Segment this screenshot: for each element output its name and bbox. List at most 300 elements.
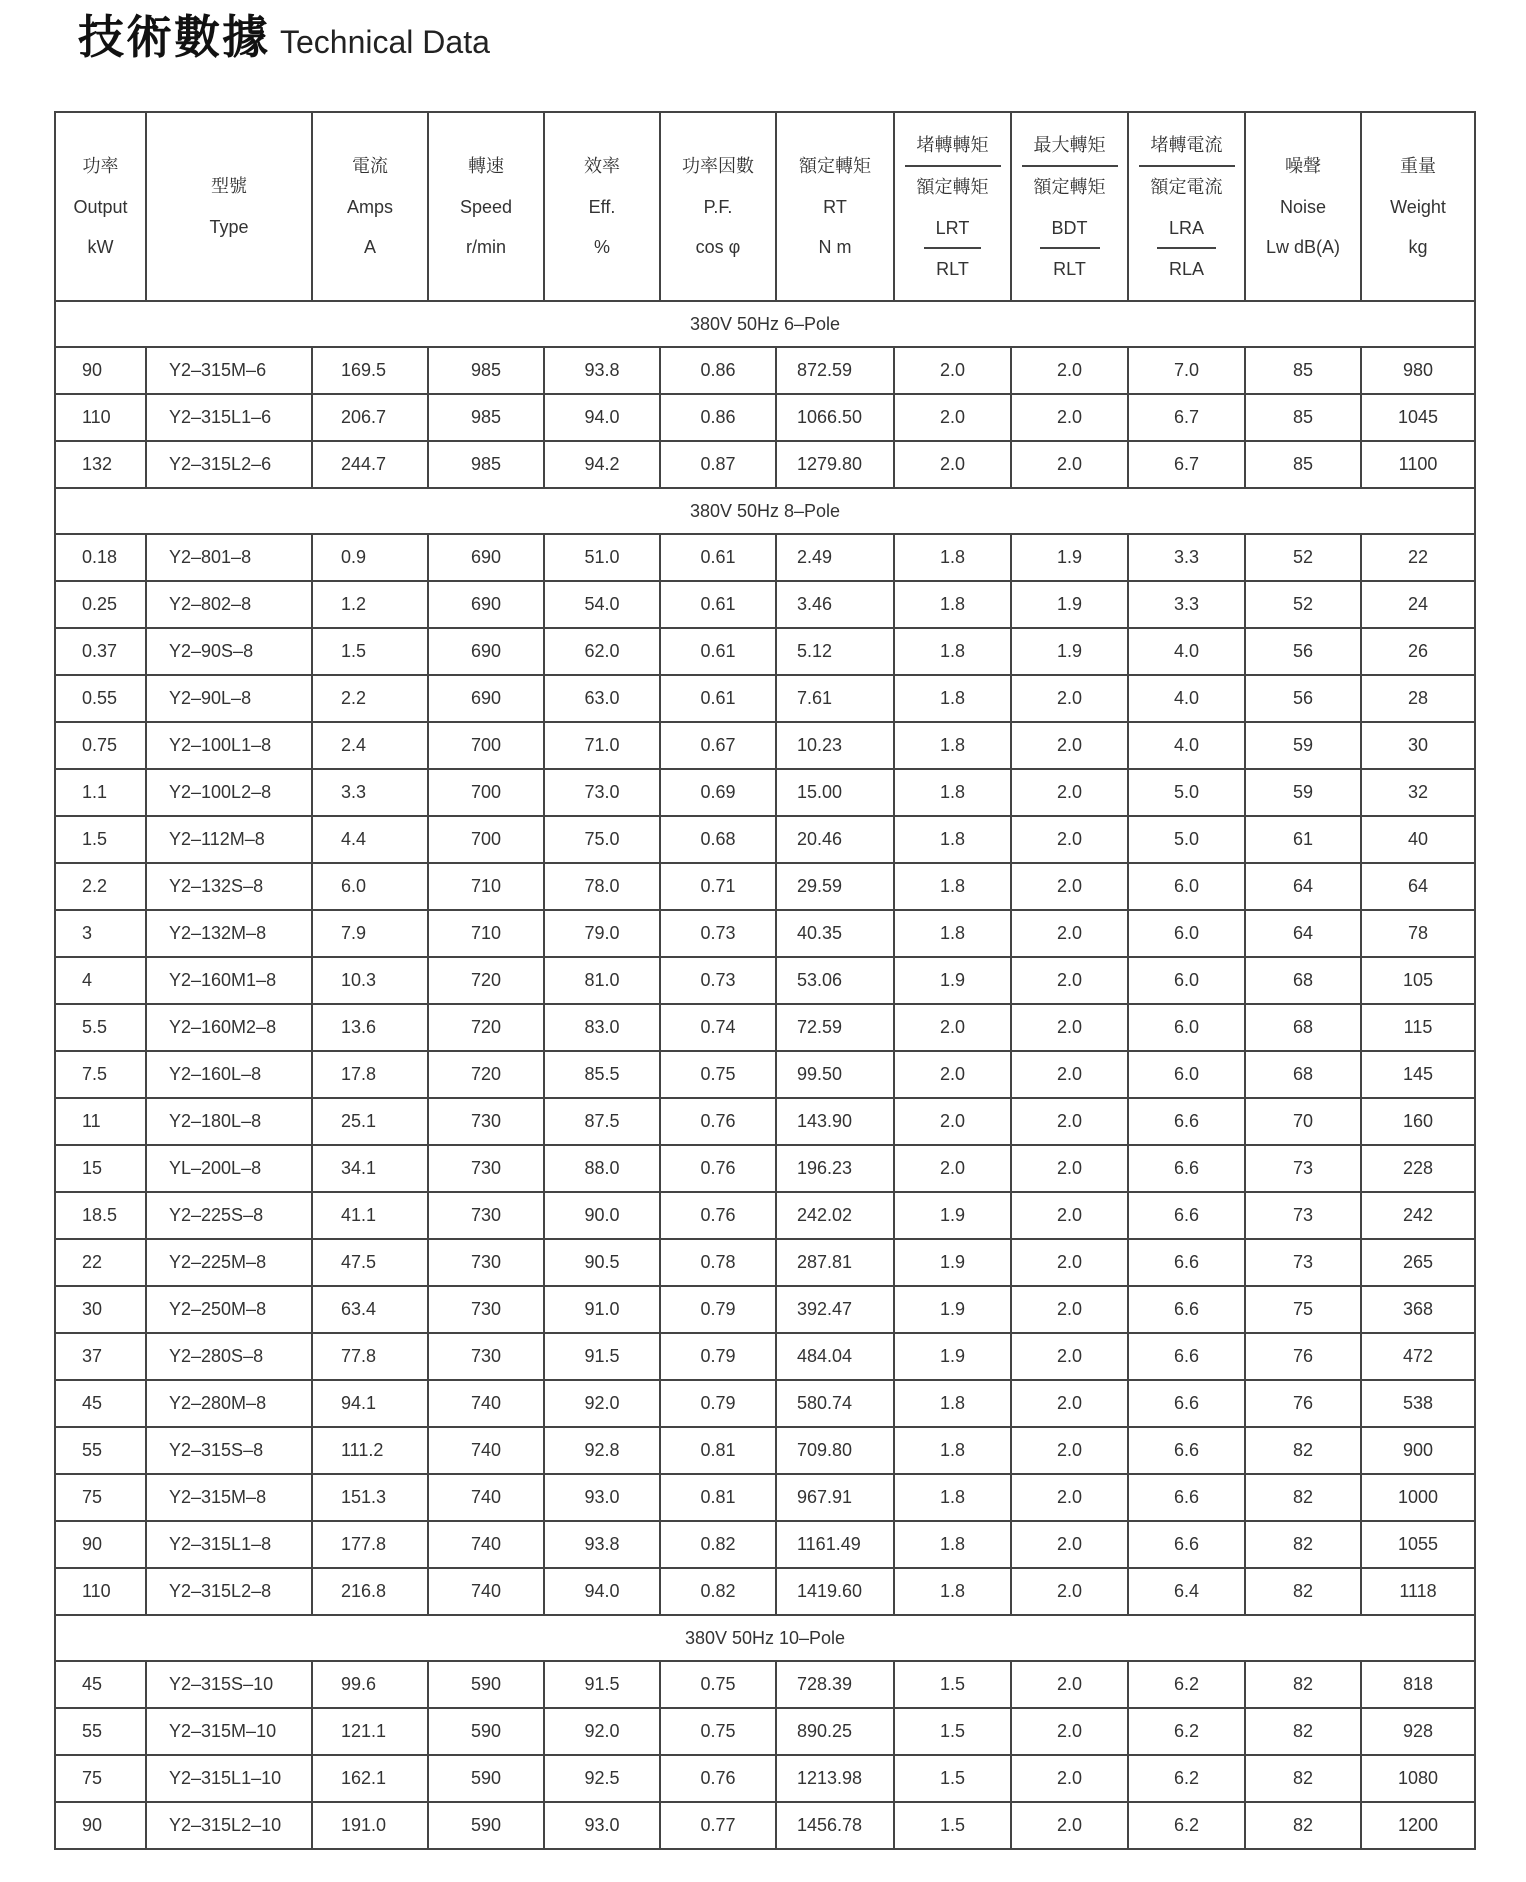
column-header-line: % xyxy=(593,237,610,257)
table-cell: 872.59 xyxy=(776,347,894,394)
table-cell: 13.6 xyxy=(312,1004,428,1051)
table-cell: 88.0 xyxy=(544,1145,660,1192)
table-cell: 0.79 xyxy=(660,1286,776,1333)
table-cell: 2.0 xyxy=(1011,722,1128,769)
table-cell: 132 xyxy=(55,441,146,488)
table-cell: 3.3 xyxy=(312,769,428,816)
table-cell: 115 xyxy=(1361,1004,1475,1051)
table-cell: 24 xyxy=(1361,581,1475,628)
table-cell: 34.1 xyxy=(312,1145,428,1192)
table-cell: 56 xyxy=(1245,675,1361,722)
table-cell: 82 xyxy=(1245,1708,1361,1755)
table-cell: 2.0 xyxy=(1011,1661,1128,1708)
table-cell: 2.0 xyxy=(1011,1333,1128,1380)
table-cell: 71.0 xyxy=(544,722,660,769)
table-cell: Y2–315L1–10 xyxy=(146,1755,312,1802)
table-cell: 1.9 xyxy=(1011,628,1128,675)
column-header-line: Weight xyxy=(1390,197,1446,217)
column-header-line: 電流 xyxy=(352,156,388,177)
table-cell: 0.61 xyxy=(660,534,776,581)
column-header-frac-mid: 額定轉矩 xyxy=(1033,176,1106,198)
table-cell: 1045 xyxy=(1361,394,1475,441)
table-cell: 472 xyxy=(1361,1333,1475,1380)
table-cell: 0.76 xyxy=(660,1145,776,1192)
table-cell: 59 xyxy=(1245,769,1361,816)
table-cell: 37 xyxy=(55,1333,146,1380)
table-cell: 30 xyxy=(55,1286,146,1333)
table-cell: 720 xyxy=(428,957,544,1004)
table-cell: 6.6 xyxy=(1128,1145,1245,1192)
title-chinese: 技術數據 xyxy=(78,10,270,64)
table-cell: 580.74 xyxy=(776,1380,894,1427)
table-row xyxy=(55,1427,1475,1474)
column-header-frac-num: LRT xyxy=(924,209,982,249)
table-cell: Y2–280M–8 xyxy=(146,1380,312,1427)
table-cell: 20.46 xyxy=(776,816,894,863)
table-cell: 73 xyxy=(1245,1192,1361,1239)
table-cell: 85 xyxy=(1245,441,1361,488)
table-cell: 75 xyxy=(55,1474,146,1521)
table-cell: 538 xyxy=(1361,1380,1475,1427)
table-cell: 690 xyxy=(428,581,544,628)
table-cell: 30 xyxy=(1361,722,1475,769)
table-cell: 82 xyxy=(1245,1427,1361,1474)
table-cell: Y2–315L2–8 xyxy=(146,1568,312,1615)
table-cell: 92.5 xyxy=(544,1755,660,1802)
table-cell: Y2–315S–10 xyxy=(146,1661,312,1708)
table-cell: Y2–801–8 xyxy=(146,534,312,581)
table-cell: 81.0 xyxy=(544,957,660,1004)
column-header xyxy=(146,112,312,301)
section-header-row xyxy=(55,301,1475,347)
table-row xyxy=(55,1286,1475,1333)
table-cell: 1.9 xyxy=(1011,534,1128,581)
table-row xyxy=(55,1239,1475,1286)
table-cell: 1118 xyxy=(1361,1568,1475,1615)
technical-data-table xyxy=(54,111,1476,1850)
table-cell: 980 xyxy=(1361,347,1475,394)
column-header-frac-num: BDT xyxy=(1040,209,1100,249)
table-cell: 11 xyxy=(55,1098,146,1145)
table-cell: 3.3 xyxy=(1128,581,1245,628)
table-cell: 1456.78 xyxy=(776,1802,894,1849)
table-cell: 56 xyxy=(1245,628,1361,675)
table-cell: 0.81 xyxy=(660,1474,776,1521)
table-cell: 242.02 xyxy=(776,1192,894,1239)
table-cell: 740 xyxy=(428,1568,544,1615)
table-cell: 82 xyxy=(1245,1568,1361,1615)
table-cell: 730 xyxy=(428,1239,544,1286)
table-cell: 1.5 xyxy=(894,1755,1011,1802)
table-cell: 730 xyxy=(428,1145,544,1192)
table-cell: Y2–225S–8 xyxy=(146,1192,312,1239)
table-cell: 740 xyxy=(428,1521,544,1568)
table-cell: 0.25 xyxy=(55,581,146,628)
table-cell: Y2–100L2–8 xyxy=(146,769,312,816)
table-cell: 2.0 xyxy=(1011,957,1128,1004)
section-header-row xyxy=(55,1615,1475,1661)
table-cell: 6.4 xyxy=(1128,1568,1245,1615)
table-cell: Y2–315S–8 xyxy=(146,1427,312,1474)
table-cell: 90.0 xyxy=(544,1192,660,1239)
table-cell: 6.6 xyxy=(1128,1192,1245,1239)
table-cell: 73 xyxy=(1245,1145,1361,1192)
table-cell: 82 xyxy=(1245,1755,1361,1802)
table-cell: 15.00 xyxy=(776,769,894,816)
table-cell: 2.0 xyxy=(894,1051,1011,1098)
table-cell: 91.0 xyxy=(544,1286,660,1333)
table-cell: 17.8 xyxy=(312,1051,428,1098)
table-cell: 160 xyxy=(1361,1098,1475,1145)
table-row xyxy=(55,1004,1475,1051)
table-cell: 2.0 xyxy=(1011,863,1128,910)
column-header-frac-top: 最大轉矩 xyxy=(1022,127,1118,167)
table-cell: 0.61 xyxy=(660,581,776,628)
table-cell: 90 xyxy=(55,1802,146,1849)
table-cell: 928 xyxy=(1361,1708,1475,1755)
table-cell: 90.5 xyxy=(544,1239,660,1286)
table-cell: 1066.50 xyxy=(776,394,894,441)
table-cell: 740 xyxy=(428,1380,544,1427)
table-cell: Y2–280S–8 xyxy=(146,1333,312,1380)
table-cell: Y2–180L–8 xyxy=(146,1098,312,1145)
table-cell: 0.18 xyxy=(55,534,146,581)
table-cell: 62.0 xyxy=(544,628,660,675)
table-cell: Y2–132S–8 xyxy=(146,863,312,910)
table-row xyxy=(55,347,1475,394)
table-cell: 1.8 xyxy=(894,1427,1011,1474)
table-cell: 0.75 xyxy=(55,722,146,769)
column-header-line: Amps xyxy=(346,197,393,217)
table-cell: 6.6 xyxy=(1128,1333,1245,1380)
table-cell: 6.0 xyxy=(312,863,428,910)
column-header-line: 效率 xyxy=(584,156,620,177)
table-cell: 4.4 xyxy=(312,816,428,863)
table-cell: 52 xyxy=(1245,534,1361,581)
table-cell: 93.8 xyxy=(544,1521,660,1568)
table-cell: 720 xyxy=(428,1051,544,1098)
table-row xyxy=(55,628,1475,675)
table-cell: 2.0 xyxy=(894,1004,1011,1051)
table-cell: 2.0 xyxy=(1011,816,1128,863)
table-cell: 52 xyxy=(1245,581,1361,628)
table-cell: 63.0 xyxy=(544,675,660,722)
table-row xyxy=(55,1051,1475,1098)
table-cell: 2.0 xyxy=(1011,1192,1128,1239)
column-header-frac-den: RLA xyxy=(1168,258,1204,279)
table-cell: 2.0 xyxy=(1011,1239,1128,1286)
table-cell: 70 xyxy=(1245,1098,1361,1145)
table-cell: 242 xyxy=(1361,1192,1475,1239)
table-cell: 1161.49 xyxy=(776,1521,894,1568)
table-cell: 94.0 xyxy=(544,1568,660,1615)
table-cell: 690 xyxy=(428,628,544,675)
column-header-frac-den: RLT xyxy=(1053,258,1086,279)
column-header-frac-den: RLT xyxy=(936,258,969,279)
table-cell: 6.2 xyxy=(1128,1708,1245,1755)
table-cell: 4.0 xyxy=(1128,675,1245,722)
table-row xyxy=(55,1708,1475,1755)
table-cell: 63.4 xyxy=(312,1286,428,1333)
table-cell: 1.8 xyxy=(894,1380,1011,1427)
table-cell: 0.79 xyxy=(660,1380,776,1427)
table-cell: 690 xyxy=(428,675,544,722)
table-cell: Y2–315L2–6 xyxy=(146,441,312,488)
table-cell: 1.8 xyxy=(894,722,1011,769)
table-cell: 6.0 xyxy=(1128,910,1245,957)
table-cell: 0.67 xyxy=(660,722,776,769)
column-header-line: kW xyxy=(87,237,114,257)
table-cell: 6.7 xyxy=(1128,394,1245,441)
table-cell: 709.80 xyxy=(776,1427,894,1474)
table-cell: 59 xyxy=(1245,722,1361,769)
table-cell: 75.0 xyxy=(544,816,660,863)
section-header-row xyxy=(55,488,1475,534)
table-cell: 90 xyxy=(55,1521,146,1568)
table-cell: 1.9 xyxy=(894,1286,1011,1333)
table-cell: 590 xyxy=(428,1802,544,1849)
column-header-line: r/min xyxy=(466,237,506,257)
table-cell: 730 xyxy=(428,1333,544,1380)
table-cell: 64 xyxy=(1245,863,1361,910)
table-cell: 196.23 xyxy=(776,1145,894,1192)
table-cell: 0.87 xyxy=(660,441,776,488)
table-cell: 2.0 xyxy=(1011,769,1128,816)
table-cell: 1.8 xyxy=(894,581,1011,628)
table-row xyxy=(55,1755,1475,1802)
table-cell: 1213.98 xyxy=(776,1755,894,1802)
section-label: 380V 50Hz 8–Pole xyxy=(55,488,1475,534)
column-header-frac-num: LRA xyxy=(1157,209,1216,249)
table-cell: 2.0 xyxy=(1011,441,1128,488)
table-cell: 68 xyxy=(1245,957,1361,1004)
table-cell: 145 xyxy=(1361,1051,1475,1098)
table-cell: 1.8 xyxy=(894,1521,1011,1568)
table-cell: Y2–315M–6 xyxy=(146,347,312,394)
column-header-line: Type xyxy=(209,217,249,237)
table-cell: 6.2 xyxy=(1128,1802,1245,1849)
table-cell: 26 xyxy=(1361,628,1475,675)
table-cell: 710 xyxy=(428,910,544,957)
table-row xyxy=(55,1380,1475,1427)
table-cell: 0.74 xyxy=(660,1004,776,1051)
table-cell: 2.0 xyxy=(1011,1427,1128,1474)
column-header-line: 功率因數 xyxy=(682,156,754,177)
table-cell: 2.0 xyxy=(894,441,1011,488)
column-header xyxy=(894,112,1011,301)
table-cell: 191.0 xyxy=(312,1802,428,1849)
table-cell: 1.9 xyxy=(1011,581,1128,628)
table-cell: 7.0 xyxy=(1128,347,1245,394)
table-cell: 93.0 xyxy=(544,1802,660,1849)
table-cell: 1.8 xyxy=(894,769,1011,816)
table-cell: 3 xyxy=(55,910,146,957)
table-cell: 0.37 xyxy=(55,628,146,675)
table-row xyxy=(55,910,1475,957)
table-cell: 1.8 xyxy=(894,675,1011,722)
table-cell: 2.49 xyxy=(776,534,894,581)
table-cell: 0.69 xyxy=(660,769,776,816)
table-cell: 720 xyxy=(428,1004,544,1051)
column-header-line: 重量 xyxy=(1400,156,1436,177)
column-header xyxy=(1011,112,1128,301)
table-cell: 0.73 xyxy=(660,910,776,957)
table-cell: 1.8 xyxy=(894,1474,1011,1521)
table-cell: 68 xyxy=(1245,1004,1361,1051)
table-cell: Y2–250M–8 xyxy=(146,1286,312,1333)
table-cell: 22 xyxy=(1361,534,1475,581)
table-cell: 91.5 xyxy=(544,1333,660,1380)
table-cell: 10.23 xyxy=(776,722,894,769)
table-cell: 151.3 xyxy=(312,1474,428,1521)
table-cell: 730 xyxy=(428,1286,544,1333)
table-cell: 730 xyxy=(428,1098,544,1145)
title-english: Technical Data xyxy=(280,24,490,60)
table-cell: 0.71 xyxy=(660,863,776,910)
table-cell: 0.68 xyxy=(660,816,776,863)
table-row xyxy=(55,1568,1475,1615)
table-cell: 1.8 xyxy=(894,910,1011,957)
table-cell: 5.0 xyxy=(1128,816,1245,863)
table-row xyxy=(55,769,1475,816)
column-header-line: Speed xyxy=(459,197,513,217)
table-cell: Y2–160L–8 xyxy=(146,1051,312,1098)
table-cell: 2.0 xyxy=(1011,1286,1128,1333)
table-cell: 6.2 xyxy=(1128,1661,1245,1708)
column-header xyxy=(776,112,894,301)
table-cell: 0.82 xyxy=(660,1521,776,1568)
column-header-line: cos φ xyxy=(695,237,741,257)
table-cell: 2.0 xyxy=(1011,1004,1128,1051)
table-cell: 1000 xyxy=(1361,1474,1475,1521)
table-cell: 4 xyxy=(55,957,146,1004)
table-cell: 7.61 xyxy=(776,675,894,722)
section-label: 380V 50Hz 10–Pole xyxy=(55,1615,1475,1661)
table-cell: 54.0 xyxy=(544,581,660,628)
column-header-line: A xyxy=(363,237,376,257)
table-cell: 900 xyxy=(1361,1427,1475,1474)
table-cell: 2.0 xyxy=(1011,1568,1128,1615)
table-cell: 76 xyxy=(1245,1380,1361,1427)
table-cell: 967.91 xyxy=(776,1474,894,1521)
table-cell: 1100 xyxy=(1361,441,1475,488)
table-cell: 2.0 xyxy=(1011,394,1128,441)
table-cell: 28 xyxy=(1361,675,1475,722)
table-cell: Y2–160M2–8 xyxy=(146,1004,312,1051)
table-cell: 2.0 xyxy=(1011,1755,1128,1802)
table-cell: 1.2 xyxy=(312,581,428,628)
table-cell: 10.3 xyxy=(312,957,428,1004)
table-cell: 75 xyxy=(55,1755,146,1802)
table-cell: 590 xyxy=(428,1755,544,1802)
table-cell: 206.7 xyxy=(312,394,428,441)
table-cell: 2.0 xyxy=(1011,347,1128,394)
table-cell: Y2–315L2–10 xyxy=(146,1802,312,1849)
table-cell: 45 xyxy=(55,1380,146,1427)
table-cell: 78.0 xyxy=(544,863,660,910)
table-cell: 2.0 xyxy=(1011,675,1128,722)
table-row xyxy=(55,675,1475,722)
table-cell: 93.8 xyxy=(544,347,660,394)
table-cell: 1055 xyxy=(1361,1521,1475,1568)
table-cell: 0.76 xyxy=(660,1755,776,1802)
column-header-line: N m xyxy=(818,237,852,257)
table-cell: 0.79 xyxy=(660,1333,776,1380)
table-row xyxy=(55,816,1475,863)
table-cell: 6.6 xyxy=(1128,1521,1245,1568)
table-cell: 6.2 xyxy=(1128,1755,1245,1802)
table-cell: 82 xyxy=(1245,1802,1361,1849)
table-cell: 6.6 xyxy=(1128,1427,1245,1474)
table-cell: 1.9 xyxy=(894,1333,1011,1380)
table-row xyxy=(55,1802,1475,1849)
table-cell: 2.0 xyxy=(894,1098,1011,1145)
table-row xyxy=(55,722,1475,769)
table-cell: 1.8 xyxy=(894,816,1011,863)
table-cell: 1.5 xyxy=(894,1661,1011,1708)
table-cell: 2.0 xyxy=(1011,1051,1128,1098)
table-cell: 3.3 xyxy=(1128,534,1245,581)
table-cell: 3.46 xyxy=(776,581,894,628)
table-cell: 818 xyxy=(1361,1661,1475,1708)
table-row xyxy=(55,1474,1475,1521)
table-cell: 6.0 xyxy=(1128,957,1245,1004)
table-cell: 5.5 xyxy=(55,1004,146,1051)
table-cell: 61 xyxy=(1245,816,1361,863)
table-cell: 6.6 xyxy=(1128,1239,1245,1286)
header-row xyxy=(55,112,1475,301)
table-cell: 985 xyxy=(428,347,544,394)
table-cell: 41.1 xyxy=(312,1192,428,1239)
table-cell: 1.9 xyxy=(894,1192,1011,1239)
table-cell: 0.86 xyxy=(660,394,776,441)
table-cell: 162.1 xyxy=(312,1755,428,1802)
table-cell: 51.0 xyxy=(544,534,660,581)
table-cell: 216.8 xyxy=(312,1568,428,1615)
table-cell: 73.0 xyxy=(544,769,660,816)
table-cell: 90 xyxy=(55,347,146,394)
table-cell: 79.0 xyxy=(544,910,660,957)
table-cell: 6.6 xyxy=(1128,1286,1245,1333)
table-cell: 75 xyxy=(1245,1286,1361,1333)
column-header-line: 額定轉矩 xyxy=(799,156,871,177)
table-cell: 92.0 xyxy=(544,1708,660,1755)
table-cell: 590 xyxy=(428,1661,544,1708)
table-cell: 82 xyxy=(1245,1661,1361,1708)
table-cell: 2.2 xyxy=(312,675,428,722)
table-cell: 77.8 xyxy=(312,1333,428,1380)
table-row xyxy=(55,1521,1475,1568)
table-row xyxy=(55,394,1475,441)
table-cell: 5.12 xyxy=(776,628,894,675)
table-cell: 15 xyxy=(55,1145,146,1192)
column-header-line: 噪聲 xyxy=(1285,156,1321,177)
table-cell: 392.47 xyxy=(776,1286,894,1333)
table-cell: 64 xyxy=(1245,910,1361,957)
table-cell: 85 xyxy=(1245,394,1361,441)
table-cell: 1.5 xyxy=(894,1708,1011,1755)
table-cell: 700 xyxy=(428,769,544,816)
table-row xyxy=(55,581,1475,628)
table-cell: 0.55 xyxy=(55,675,146,722)
table-cell: Y2–100L1–8 xyxy=(146,722,312,769)
table-row xyxy=(55,534,1475,581)
table-cell: 110 xyxy=(55,394,146,441)
table-cell: 0.77 xyxy=(660,1802,776,1849)
table-cell: 40 xyxy=(1361,816,1475,863)
column-header-line: Eff. xyxy=(588,197,616,217)
table-cell: 740 xyxy=(428,1474,544,1521)
